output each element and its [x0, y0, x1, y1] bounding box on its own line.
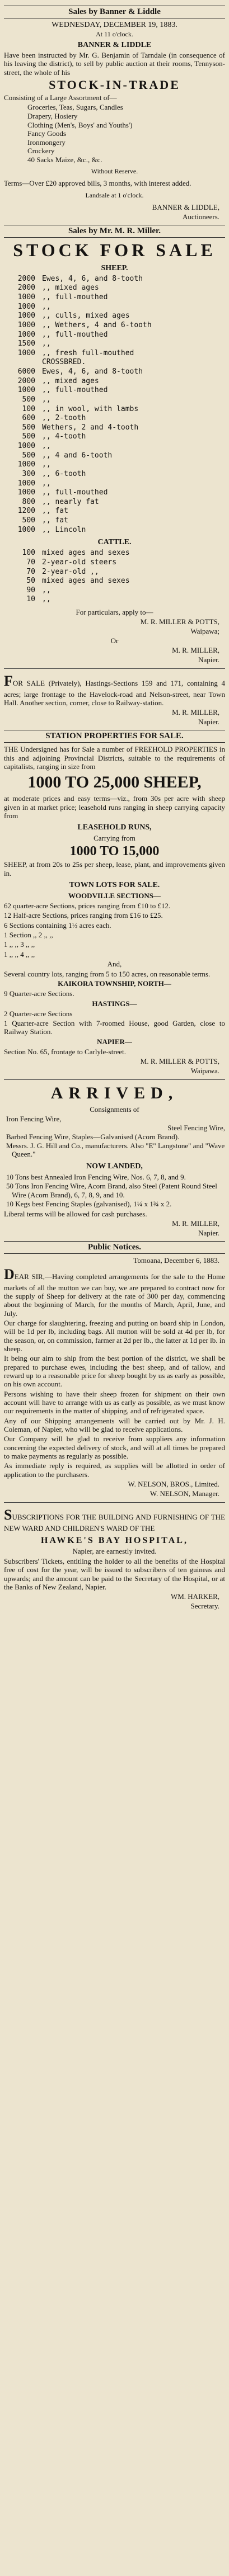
list-row: [4, 312, 225, 321]
list-item: Crockery: [27, 147, 55, 155]
list-row: [4, 442, 225, 451]
description: ,, fresh full-mouthed: [42, 348, 134, 357]
section-header: STATION PROPERTIES FOR SALE.: [4, 730, 225, 743]
description: ,,: [42, 586, 51, 595]
list-row: [4, 432, 225, 442]
list-item: Clothing (Men's, Boys' and Youths'): [27, 120, 133, 129]
list-item: 50 Tons Iron Fencing Wire, Acorn Brand, also Steel (Patent Round Steel Wire (Acorn Brand), 6, 7, 8, 9, and 10.: [6, 1182, 217, 1199]
list-row: [4, 414, 225, 423]
quantity: 500: [22, 516, 35, 525]
list-row: [4, 488, 225, 498]
firm-name: BANNER & LIDDLE: [77, 41, 152, 49]
list-row: [4, 349, 225, 358]
description: ,, fat: [42, 516, 68, 525]
quantity: 1000: [17, 442, 35, 451]
quantity: 2000: [17, 274, 35, 283]
signature-name: M. R. MILLER,: [172, 708, 219, 717]
and-line: And,: [107, 959, 122, 968]
list-row: [4, 293, 225, 303]
now-landed-heading: NOW LANDED,: [86, 1162, 143, 1171]
description: Ewes, 4, 6, and 8-tooth: [42, 367, 143, 376]
notice-paragraph: Any of our Shipping arrangements will be carried out by Mr. J. H. Coleman, of Napier, who will be glad to receive applications.: [4, 1416, 225, 1433]
list-row: [4, 516, 225, 526]
list-row: [4, 284, 225, 293]
description: ,, Wethers, 4 and 6-tooth: [42, 320, 152, 329]
lease-range: 1000 TO 15,000: [69, 844, 160, 859]
description: ,,: [42, 339, 51, 348]
list-row: [4, 568, 225, 577]
suburban-line: 6 Sections containing 1½ acres each.: [4, 921, 111, 930]
quantity: 1000: [17, 479, 35, 488]
quantity: 6000: [17, 367, 35, 376]
signature-or: Or: [110, 636, 119, 645]
list-item: Barbed Fencing Wire, Staples—Galvanised (Acorn Brand).: [6, 1132, 180, 1141]
list-row: [4, 460, 225, 470]
terms: Terms—Over £20 approved bills, 3 months, with interest added.: [4, 179, 191, 188]
sale-time: At 11 o'clock.: [96, 30, 133, 38]
dateline: Tomoana, December 6, 1883.: [133, 1256, 219, 1265]
particulars: For particulars, apply to—: [76, 608, 153, 617]
description: Ewes, 4, 6, and 8-tooth: [42, 274, 143, 283]
list-row: [4, 321, 225, 331]
list-row: [4, 451, 225, 461]
list-row: [4, 395, 225, 405]
description: ,, culls, mixed ages: [42, 312, 130, 320]
quantity: 600: [22, 414, 35, 423]
quantity: 1000: [17, 460, 35, 469]
divider: [4, 1079, 225, 1080]
notice-paragraph: Our Company will be glad to receive from suppliers any information concerning the expected delivery of stock, and will at all times be prepared to make payments as regularly as possible.: [4, 1435, 225, 1460]
notice-paragraph: As immediate reply is required, as supplies will be allotted in order of application to the purchasers.: [4, 1461, 225, 1479]
sheep-heading: SHEEP.: [101, 263, 128, 272]
arrived-title: ARRIVED,: [50, 1083, 179, 1102]
woodville-sections: 62 quarter-acre Sections, prices ranging from £10 to £12.: [4, 902, 171, 910]
signature-role: Secretary.: [190, 1602, 219, 1611]
list-item: Steel Fencing Wire,: [167, 1123, 225, 1132]
description: ,, 4-tooth: [42, 432, 86, 441]
leasehold-line: Carrying from: [94, 834, 135, 843]
description: mixed ages and sexes: [42, 549, 130, 558]
description: ,, 6-tooth: [42, 469, 86, 478]
quantity: 70: [26, 558, 35, 567]
signature-firm: M. R. MILLER & POTTS,: [140, 1056, 219, 1065]
cattle-heading: CATTLE.: [97, 538, 132, 547]
quantity: 1200: [17, 507, 35, 516]
description: ,,: [42, 395, 51, 404]
napier-section: Section No. 65, frontage to Carlyle-street.: [4, 1047, 127, 1056]
list-row: [4, 377, 225, 386]
suburban-line: 1 ,, ,, 4 ,, ,,: [4, 950, 35, 959]
hospital-name: HAWKE'S BAY HOSPITAL,: [41, 1535, 188, 1545]
list-row: [4, 405, 225, 414]
hastings-section-house: 1 Quarter-acre Section with 7-roomed House, good Garden, close to Railway Station.: [4, 1018, 225, 1036]
consisting: Consisting of a Large Assortment of—: [4, 93, 117, 102]
description: Wethers, 2 and 4-tooth: [42, 423, 139, 432]
quantity: [4, 358, 42, 367]
quantity: 1000: [17, 488, 35, 497]
ad-body: FOR SALE (Privately), Hastings-Sections 159 and 171, containing 4 acres; large frontage to the Havelock-road and Nelson-street, near Town Hall. Another section, corner, close to Railway-station.: [4, 673, 225, 707]
sale-date: WEDNESDAY, DECEMBER 19, 1883.: [52, 21, 177, 29]
town-lots-heading: TOWN LOTS FOR SALE.: [69, 881, 160, 889]
signature-role: Auctioneers.: [182, 212, 219, 221]
napier-heading: NAPIER—: [97, 1037, 132, 1046]
list-item: 40 Sacks Maize, &c., &c.: [27, 155, 102, 164]
ad-body: THE Undersigned has for Sale a number of FREEHOLD PROPERTIES in this and adjoining Provincial Districts, suitable to the requirements of capitalists, ranging in size from: [4, 745, 225, 771]
quantity: 2000: [17, 284, 35, 292]
description: ,, full-mouthed: [42, 386, 108, 395]
cattle-list: [4, 549, 225, 605]
quantity: 90: [26, 586, 35, 595]
description: ,, 4 and 6-tooth: [42, 451, 113, 460]
description: ,,: [42, 302, 51, 311]
quantity: 50: [26, 577, 35, 586]
signature-place: Napier.: [198, 718, 219, 726]
ad-body-2: at moderate prices and easy terms—viz., from 30s per acre with sheep given in at market price; leasehold runs ranging in sheep carrying capacity from: [4, 794, 225, 820]
quantity: 1000: [17, 330, 35, 339]
list-row: [4, 586, 225, 596]
list-row: [4, 303, 225, 312]
section-header: Sales by Banner & Liddle: [4, 6, 225, 18]
description: CROSSBRED.: [42, 358, 86, 367]
signature-firm: M. R. MILLER & POTTS,: [140, 617, 219, 626]
stock-in-trade: STOCK-IN-TRADE: [49, 77, 180, 92]
section-header: Public Notices.: [4, 1241, 225, 1254]
description: ,,: [42, 479, 51, 488]
description: ,,: [42, 442, 51, 451]
list-row: [4, 577, 225, 586]
list-row: [4, 423, 225, 433]
description: ,, 2-tooth: [42, 414, 86, 423]
description: ,, Lincoln: [42, 525, 86, 534]
terms: Liberal terms will be allowed for cash purchases.: [4, 1209, 147, 1218]
sheep-range: 1000 TO 25,000 SHEEP,: [27, 773, 202, 792]
quantity: 2000: [17, 376, 35, 385]
sheep-list: [4, 275, 225, 535]
landsale: Landsale at 1 o'clock.: [85, 191, 144, 199]
description: ,, mixed ages: [42, 376, 99, 385]
list-row: [4, 367, 225, 377]
list-row: [4, 498, 225, 507]
hospital-place: Napier, are earnestly invited.: [72, 1546, 157, 1555]
quantity: 1000: [17, 293, 35, 302]
signature-name: M. R. MILLER,: [172, 646, 219, 655]
ad-hospital: [4, 1507, 225, 1611]
description: ,, in wool, with lambs: [42, 404, 139, 413]
list-row: [4, 331, 225, 340]
signature-name: WM. HARKER,: [170, 1592, 219, 1601]
list-row: [4, 339, 225, 349]
leasehold-heading: LEASEHOLD RUNS,: [77, 823, 152, 832]
signature-name: W. NELSON, Manager.: [149, 1489, 219, 1498]
quantity: 10: [26, 595, 35, 604]
quantity: 1000: [17, 312, 35, 320]
quantity: 500: [22, 451, 35, 460]
section-header: Sales by Mr. M. R. Miller.: [4, 225, 225, 238]
description: ,,: [42, 595, 51, 604]
hospital-body: Subscribers' Tickets, entitling the holder to all the benefits of the Hospital free of cost for the year, will be issued to subscribers of ten guineas and upwards; and the amount can be paid to the Secretary of the Hospital, or at the Banks of New Zealand, Napier.: [4, 1556, 225, 1591]
description: ,, fat: [42, 507, 68, 516]
signature-place: Waipawa;: [190, 627, 219, 636]
ad-miller-stock: [4, 225, 225, 664]
description: ,, mixed ages: [42, 284, 99, 292]
list-item: 10 Tons best Annealed Iron Fencing Wire, Nos. 6, 7, 8, and 9.: [6, 1173, 186, 1182]
list-item: Groceries, Teas, Sugars, Candles: [27, 103, 123, 112]
list-item: 10 Kegs best Fencing Staples (galvanised), 1¼ x 1¾ x 2.: [6, 1199, 172, 1208]
description: ,, nearly fat: [42, 497, 99, 506]
ad-body-3: SHEEP, at from 20s to 25s per sheep, lease, plant, and improvements given in.: [4, 860, 225, 877]
list-row: [4, 595, 225, 605]
list-row: [4, 479, 225, 489]
list-row: [4, 526, 225, 535]
half-acre-sections: 12 Half-acre Sections, prices ranging from £16 to £25.: [4, 911, 163, 920]
consignments: Consignments of: [90, 1105, 139, 1114]
description: mixed ages and sexes: [42, 577, 130, 586]
ad-body: Have been instructed by Mr. G. Benjamin of Tarndale (in consequence of his leaving the district), to sell by public auction at their rooms, Tennyson-street, the whole of his: [4, 51, 225, 77]
quantity: 1000: [17, 302, 35, 311]
notice-paragraph: DEAR SIR,—Having completed arrangements for the sale to the Home markets of all the mutton we can buy, we are prepared to contract now for the supply of Sheep for delivery at the rate of 300 per day, commencing about the beginning of March, for the months of March, April, June, and July.: [4, 1266, 225, 1318]
quantity: 70: [26, 567, 35, 576]
description: ,, full-mouthed: [42, 330, 108, 339]
notice-paragraph: It being our aim to ship from the best portion of the district, we shall be prepared to purchase ewes, including the best sheep, and of tallow, and reward up to a reasonable price for sheep bought by us as early as possible, on his own account.: [4, 1354, 225, 1389]
quantity: 100: [22, 404, 35, 413]
quantity: 300: [22, 469, 35, 478]
stock-title: STOCK FOR SALE: [13, 239, 216, 260]
notice-paragraph: Persons wishing to have their sheep frozen for shipment on their own account will have to arrange with us as early as possible, as we must know our requirements in the matter of shipping, and of refrigerated space.: [4, 1389, 225, 1416]
list-row: [4, 358, 225, 367]
list-row: [4, 558, 225, 568]
quantity: 500: [22, 423, 35, 432]
quantity: 100: [22, 549, 35, 558]
description: ,,: [42, 460, 51, 469]
ad-arrived: [4, 1084, 225, 1238]
list-row: [4, 275, 225, 284]
signature-name: M. R. MILLER,: [172, 1219, 219, 1228]
quantity: 1000: [17, 386, 35, 395]
quantity: 1000: [17, 525, 35, 534]
list-item: Messrs. J. G. Hill and Co., manufacturers. Also "E" Langstone" and "Wave Queen.": [6, 1141, 225, 1159]
goods-list: [4, 103, 225, 164]
kaikora-heading: KAIKORA TOWNSHIP, NORTH—: [58, 979, 171, 988]
list-item: Iron Fencing Wire,: [6, 1114, 62, 1123]
list-row: [4, 470, 225, 479]
quantity: 1000: [17, 348, 35, 357]
signature-place: Napier.: [198, 1229, 219, 1237]
description: ,, full-mouthed: [42, 488, 108, 497]
woodville-heading: WOODVILLE SECTIONS—: [68, 891, 161, 900]
ad-station-properties: [4, 730, 225, 1075]
list-row: [4, 386, 225, 395]
hastings-sections: 2 Quarter-acre Sections: [4, 1009, 73, 1018]
list-item: Fancy Goods: [27, 129, 66, 138]
divider: [4, 668, 225, 669]
notice-paragraph: Our charge for slaughtering, freezing and putting on board ship in London, will be 1d per lb, including bags. All mutton will be sold at 4d per lb, for the season, or, on commission, farmer at 2d per lb., the latter at 1d per lb. in sheep.: [4, 1318, 225, 1353]
signature-firm: W. NELSON, BROS., Limited.: [128, 1479, 219, 1488]
suburban-line: 1 ,, ,, 3 ,, ,,: [4, 940, 35, 949]
country-lots: Several country lots, ranging from 5 to 150 acres, on reasonable terms.: [4, 969, 211, 978]
quantity: 1000: [17, 320, 35, 329]
description: 2-year-old steers: [42, 558, 117, 567]
ad-hastings-sale: [4, 673, 225, 726]
subscriptions-heading: SUBSCRIPTIONS FOR THE BUILDING AND FURNISHING OF THE NEW WARD AND CHILDREN'S WARD OF THE: [4, 1506, 225, 1532]
list-row: [4, 549, 225, 558]
suburban-line: 1 Section ,, 2 ,, ,,: [4, 930, 53, 939]
list-item: Drapery, Hosiery: [27, 111, 78, 120]
description: ,, full-mouthed: [42, 293, 108, 302]
quantity: 800: [22, 497, 35, 506]
list-row: [4, 507, 225, 516]
public-notices: [4, 1241, 225, 1498]
signature-place: Napier.: [198, 655, 219, 664]
reserve-note: Without Reserve.: [91, 167, 138, 176]
description: 2-year-old ,,: [42, 567, 99, 576]
kaikora-sections: 9 Quarter-acre Sections.: [4, 989, 74, 998]
ad-banner-liddle: [4, 6, 225, 221]
quantity: 1500: [17, 339, 35, 348]
signature-place: Waipawa.: [190, 1066, 219, 1075]
list-item: Ironmongery: [27, 138, 66, 147]
signature-firm: BANNER & LIDDLE,: [152, 202, 219, 211]
quantity: 500: [22, 432, 35, 441]
hastings-heading: HASTINGS—: [92, 999, 137, 1008]
divider: [4, 1502, 225, 1503]
quantity: 500: [22, 395, 35, 404]
